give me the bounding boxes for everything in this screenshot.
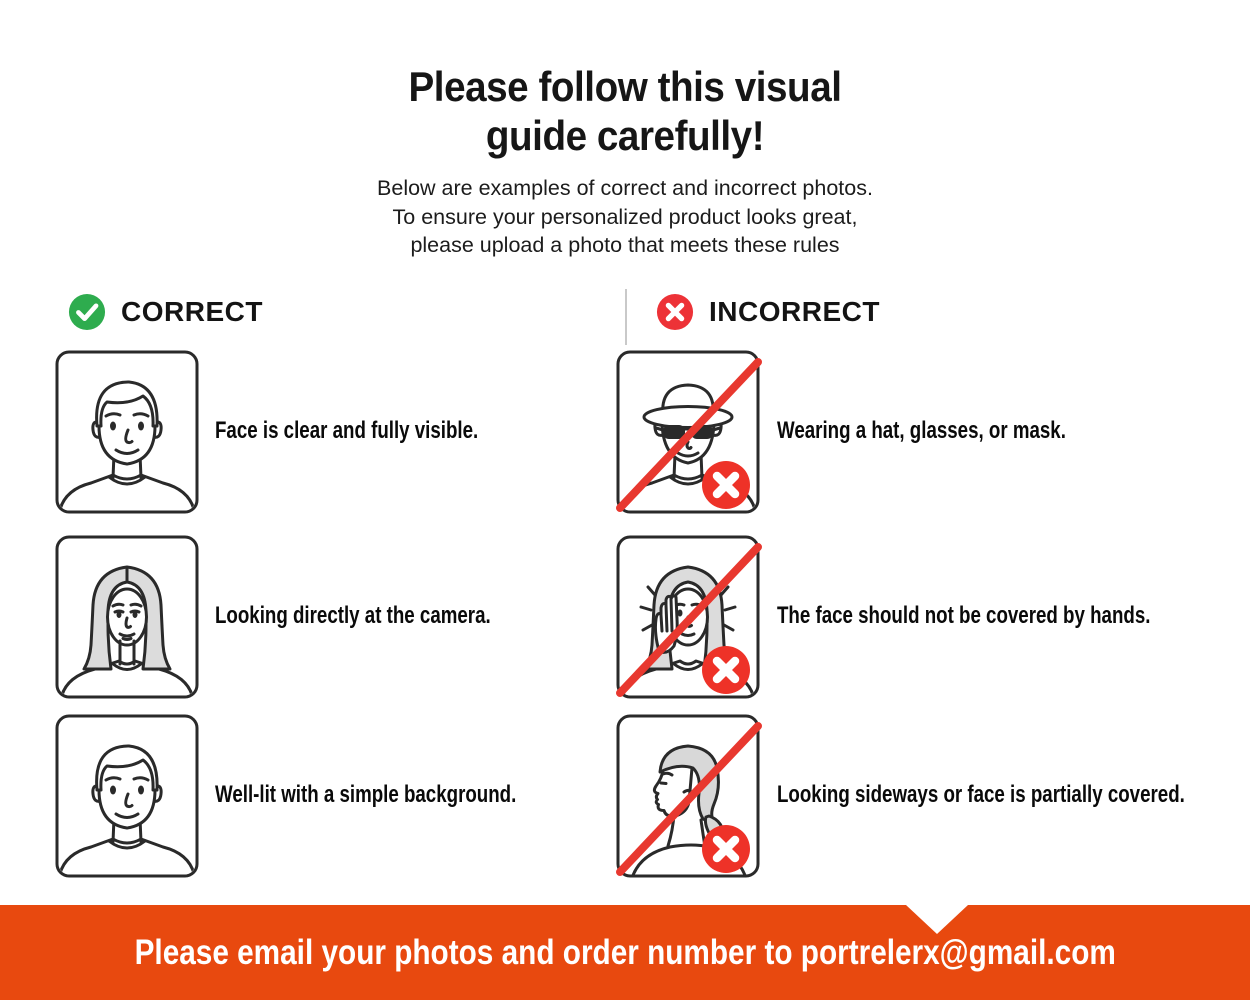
incorrect-caption-2: The face should not be covered by hands.: [777, 602, 1151, 629]
subtitle-line-1: Below are examples of correct and incorrect photos.: [377, 176, 873, 200]
x-badge-icon: [702, 825, 750, 873]
correct-label: CORRECT: [121, 296, 263, 327]
incorrect-caption-1: Wearing a hat, glasses, or mask.: [777, 417, 1066, 444]
x-circle-icon: [656, 293, 694, 331]
subtitle-line-3: please upload a photo that meets these rules: [410, 233, 840, 257]
correct-column-header: [68, 293, 263, 331]
email-banner: [0, 905, 1250, 1000]
incorrect-column-header: [656, 293, 880, 331]
check-circle-icon: [68, 293, 106, 331]
banner-pointer-notch: [906, 905, 968, 934]
man-hat-sunglasses-illustration: [608, 342, 768, 522]
x-badge-icon: [702, 461, 750, 509]
subtitle: [0, 174, 1250, 260]
correct-caption-1: Face is clear and fully visible.: [215, 417, 479, 444]
woman-side-profile-illustration: [608, 706, 768, 886]
x-badge-icon: [702, 646, 750, 694]
subtitle-line-2: To ensure your personalized product looks great,: [392, 204, 858, 229]
page-title: [50, 62, 1200, 160]
incorrect-label: INCORRECT: [709, 296, 880, 327]
woman-hand-covering-face-illustration: [608, 527, 768, 707]
title-line-2: guide carefully!: [485, 112, 765, 159]
email-banner-text: Please email your photos and order number to portrelerx@gmail.com: [134, 932, 1116, 972]
woman-front-portrait-illustration: [47, 527, 207, 707]
correct-caption-3: Well-lit with a simple background.: [215, 781, 517, 808]
man-front-portrait-illustration: [47, 706, 207, 886]
incorrect-caption-3: Looking sideways or face is partially covered.: [777, 781, 1185, 808]
title-line-1: Please follow this visual: [408, 63, 842, 110]
correct-caption-2: Looking directly at the camera.: [215, 602, 491, 629]
column-divider: [625, 289, 627, 345]
man-front-portrait-illustration: [47, 342, 207, 522]
